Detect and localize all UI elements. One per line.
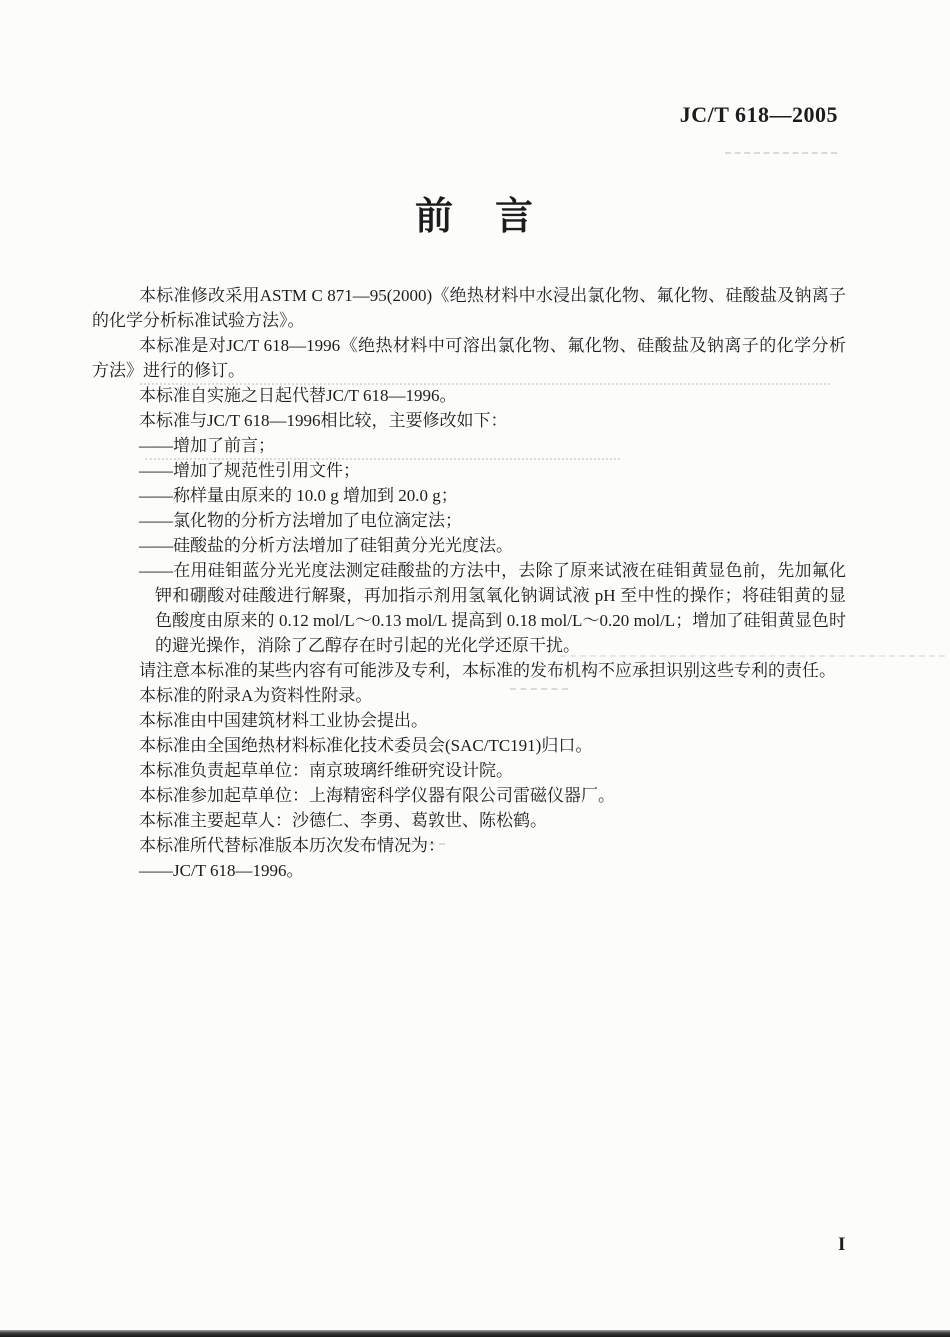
foreword-paragraph: 本标准所代替标准版本历次发布情况为： — [139, 836, 445, 855]
foreword-paragraph: 本标准由全国绝热材料标准化技术委员会(SAC/TC191)归口。 — [139, 736, 593, 755]
revision-list-item: ——增加了规范性引用文件； — [139, 461, 360, 480]
foreword-paragraph: 本标准参加起草单位：上海精密科学仪器有限公司雷磁仪器厂。 — [139, 786, 615, 805]
foreword-paragraph: 本标准的附录A为资料性附录。 — [139, 686, 373, 705]
revision-list-item: ——在用硅钼蓝分光光度法测定硅酸盐的方法中，去除了原来试液在硅钼黄显色前，先加氟化钾和硼酸对硅酸进行解聚，再加指示剂用氢氧化钠调试液 pH 至中性的操作；将硅钼黄的显色酸度由原来的 0.12 mol/L～0.13 mol/L 提高到 0.18 mol/L～0.20 mol/L；增加了硅钼黄显色时的避光操作，消除了乙醇存在时引起的光化学还原干扰。 — [139, 561, 846, 655]
foreword-paragraph: 本标准自实施之日起代替JC/T 618—1996。 — [139, 386, 457, 405]
foreword-paragraph: 本标准修改采用ASTM C 871—95(2000)《绝热材料中水浸出氯化物、氟化物、硅酸盐及钠离子的化学分析标准试验方法》。 — [92, 286, 846, 330]
replaced-version-item: ——JC/T 618—1996。 — [139, 861, 304, 880]
foreword-paragraph: 本标准与JC/T 618—1996相比较，主要修改如下： — [139, 411, 508, 430]
scan-bottom-edge — [0, 1330, 950, 1337]
revision-list-item: ——硅酸盐的分析方法增加了硅钼黄分光光度法。 — [139, 536, 513, 555]
standard-doc-number: JC/T 618—2005 — [679, 102, 838, 127]
foreword-paragraph: 本标准是对JC/T 618—1996《绝热材料中可溶出氯化物、氟化物、硅酸盐及钠离子的化学分析方法》进行的修订。 — [92, 336, 846, 380]
revision-list-item: ——氯化物的分析方法增加了电位滴定法； — [139, 511, 462, 530]
revision-list-item: ——增加了前言； — [139, 436, 275, 455]
scan-artifact — [725, 152, 837, 154]
foreword-title: 前 言 — [414, 196, 535, 238]
revision-list-item: ——称样量由原来的 10.0 g 增加到 20.0 g； — [139, 486, 458, 505]
foreword-body — [92, 283, 846, 883]
foreword-paragraph: 本标准主要起草人：沙德仁、李勇、葛敦世、陈松鹤。 — [139, 811, 547, 830]
page-number: I — [838, 1234, 846, 1255]
foreword-paragraph: 本标准由中国建筑材料工业协会提出。 — [139, 711, 428, 730]
foreword-paragraph: 请注意本标准的某些内容有可能涉及专利，本标准的发布机构不应承担识别这些专利的责任。 — [139, 661, 836, 680]
foreword-paragraph: 本标准负责起草单位：南京玻璃纤维研究设计院。 — [139, 761, 513, 780]
